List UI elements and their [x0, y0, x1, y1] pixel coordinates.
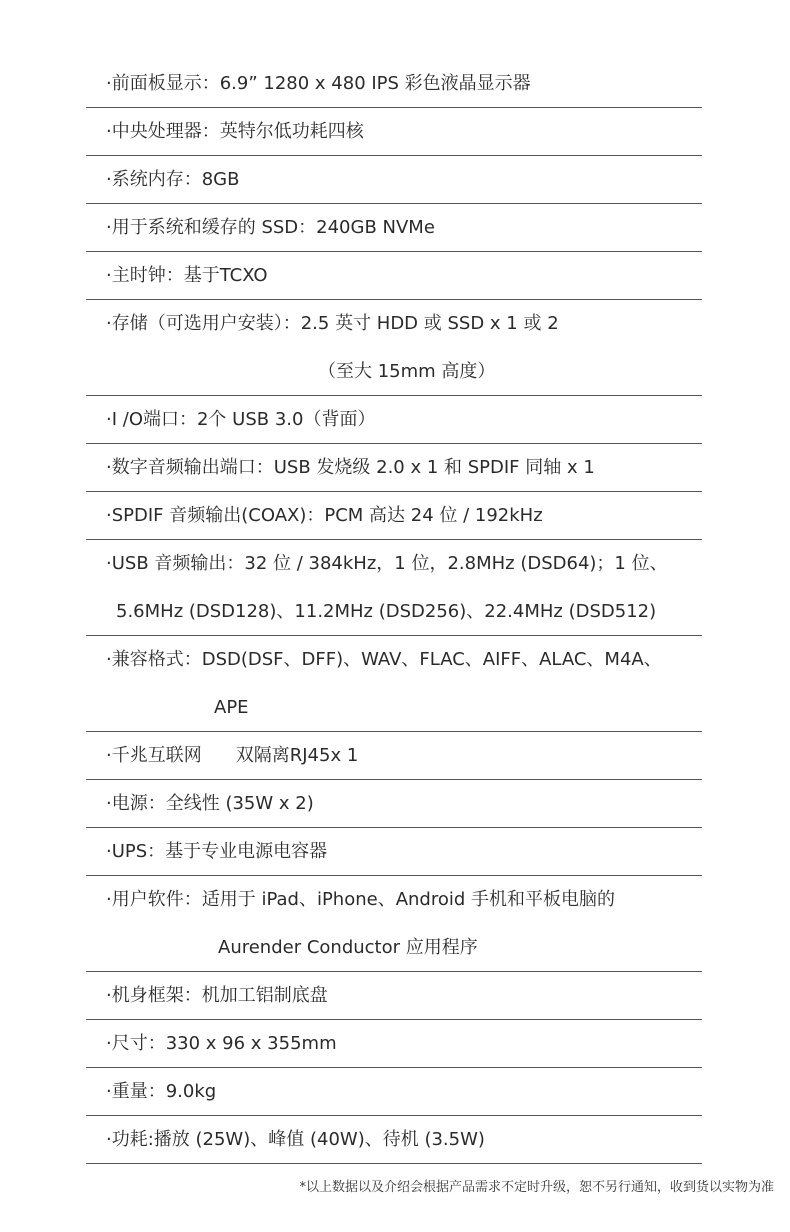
spec-row-weight	[86, 1068, 702, 1116]
spec-clock: ·主时钟：基于TCXO	[106, 265, 268, 286]
spec-usb-out-line1: ·USB 音频输出：32 位 / 384kHz，1 位，2.8MHz (DSD64)；1 位、	[106, 553, 668, 574]
spec-network	[106, 732, 702, 780]
spec-list	[86, 60, 702, 1164]
spec-row-formats	[86, 636, 702, 732]
spec-io: ·I /O端口：2个 USB 3.0（背面）	[106, 409, 376, 430]
spec-spdif-out: ·SPDIF 音频输出(COAX)：PCM 高达 24 位 / 192kHz	[106, 505, 543, 526]
spec-row-io	[86, 396, 702, 444]
spec-usb-out-line2: 5.6MHz (DSD128)、11.2MHz (DSD256)、22.4MHz (DSD512)	[116, 601, 657, 622]
footnote: *以上数据以及介绍会根据产品需求不定时升级，恕不另行通知，收到货以实物为准	[299, 1180, 774, 1195]
spec-row-power	[86, 780, 702, 828]
spec-network-label: ·千兆互联网	[106, 745, 202, 766]
spec-row-clock	[86, 252, 702, 300]
spec-ssd: ·用于系统和缓存的 SSD：240GB NVMe	[106, 217, 435, 238]
spec-storage-line2: （至大 15mm 高度）	[318, 361, 496, 382]
spec-row-display	[86, 60, 702, 108]
spec-formats-line1: ·兼容格式：DSD(DSF、DFF)、WAV、FLAC、AIFF、ALAC、M4A、	[106, 649, 662, 670]
spec-row-network	[86, 732, 702, 780]
spec-row-usb-out	[86, 540, 702, 636]
spec-formats-line2: APE	[214, 697, 249, 718]
spec-memory: ·系统内存：8GB	[106, 169, 240, 190]
spec-weight: ·重量：9.0kg	[106, 1081, 217, 1102]
spec-software-line2: Aurender Conductor 应用程序	[218, 937, 478, 958]
spec-row-software	[86, 876, 702, 972]
spec-row-ssd	[86, 204, 702, 252]
spec-ups: ·UPS：基于专业电源电容器	[106, 841, 328, 862]
spec-display: ·前面板显示：6.9” 1280 x 480 IPS 彩色液晶显示器	[106, 73, 531, 94]
spec-consumption: ·功耗:播放 (25W)、峰值 (40W)、待机 (3.5W)	[106, 1129, 485, 1150]
spec-digital-out: ·数字音频输出端口：USB 发烧级 2.0 x 1 和 SPDIF 同轴 x 1	[106, 457, 595, 478]
spec-chassis: ·机身框架：机加工铝制底盘	[106, 985, 328, 1006]
spec-cpu: ·中央处理器：英特尔低功耗四核	[106, 121, 364, 142]
spec-row-chassis	[86, 972, 702, 1020]
spec-row-cpu	[86, 108, 702, 156]
spec-row-dimensions	[86, 1020, 702, 1068]
spec-dimensions: ·尺寸：330 x 96 x 355mm	[106, 1033, 337, 1054]
spec-row-spdif-out	[86, 492, 702, 540]
spec-row-ups	[86, 828, 702, 876]
spec-row-digital-out	[86, 444, 702, 492]
spec-power: ·电源：全线性 (35W x 2)	[106, 793, 314, 814]
spec-network-value: 双隔离RJ45x 1	[235, 745, 359, 766]
spec-row-storage	[86, 300, 702, 396]
spec-storage-line1: ·存储（可选用户安装）：2.5 英寸 HDD 或 SSD x 1 或 2	[106, 313, 559, 334]
spec-row-memory	[86, 156, 702, 204]
spec-row-consumption	[86, 1116, 702, 1164]
spec-software-line1: ·用户软件：适用于 iPad、iPhone、Android 手机和平板电脑的	[106, 889, 616, 910]
